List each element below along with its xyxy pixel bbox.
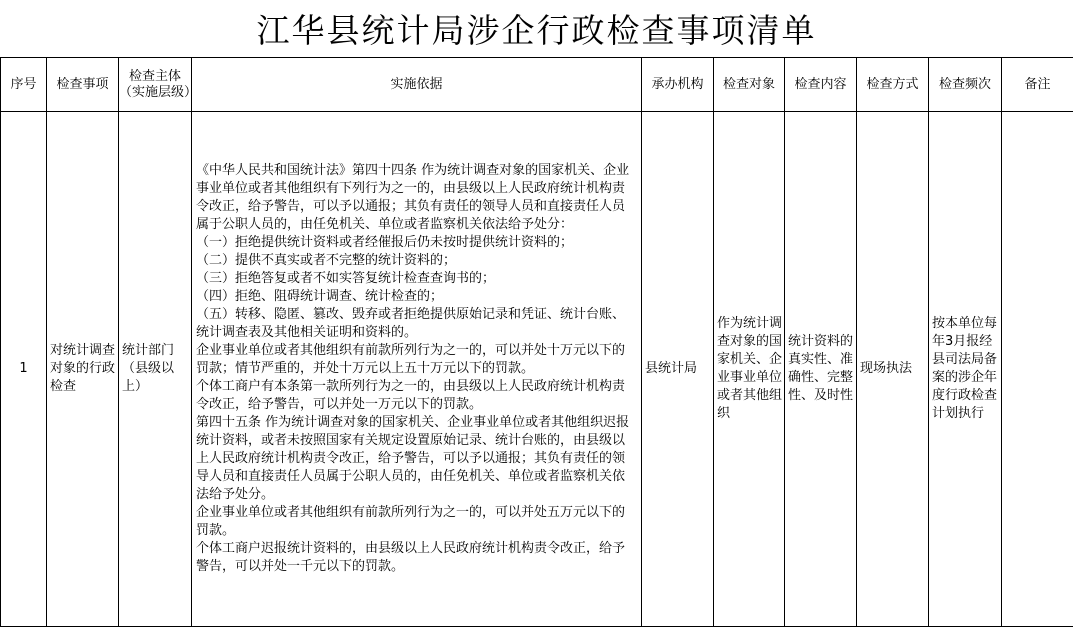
table-row — [1, 112, 1073, 627]
cell-org: 县统计局 — [642, 112, 714, 627]
basis-line: 个体工商户有本条第一款所列行为之一的，由县级以上人民政府统计机构责令改正，给予警告，可以并处一万元以下的罚款。 — [196, 379, 626, 412]
cell-subject: 统计部门（县级以上） — [119, 112, 192, 627]
header-target: 检查对象 — [714, 58, 785, 112]
cell-basis — [192, 112, 642, 627]
cell-method: 现场执法 — [857, 112, 929, 627]
header-basis: 实施依据 — [192, 58, 642, 112]
basis-line: 《中华人民共和国统计法》第四十四条 作为统计调查对象的国家机关、企业事业单位或者其他组织有下列行为之一的，由县级以上人民政府统计机构责令改正，给予警告，可以予以通报；其负有责任的领导人员和直接责任人员属于公职人员的，由任免机关、单位或者监察机关依法给予处分： — [196, 163, 630, 232]
cell-frequency: 按本单位每年3月报经县司法局备案的涉企年度行政检查计划执行 — [929, 112, 1002, 627]
header-subject: 检查主体（实施层级） — [119, 58, 192, 112]
cell-target: 作为统计调查对象的国家机关、企业事业单位或者其他组织 — [714, 112, 785, 627]
header-row — [1, 58, 1073, 112]
basis-line: （五）转移、隐匿、篡改、毁弃或者拒绝提供原始记录和凭证、统计台账、统计调查表及其他相关证明和资料的。 — [196, 307, 626, 340]
basis-line: 个体工商户迟报统计资料的，由县级以上人民政府统计机构责令改正，给予警告，可以并处一千元以下的罚款。 — [196, 541, 626, 574]
cell-content: 统计资料的真实性、准确性、完整性、及时性 — [785, 112, 857, 627]
header-org: 承办机构 — [642, 58, 714, 112]
header-content: 检查内容 — [785, 58, 857, 112]
cell-remark — [1002, 112, 1073, 627]
header-seq: 序号 — [1, 58, 47, 112]
header-item: 检查事项 — [47, 58, 119, 112]
page-title: 江华县统计局涉企行政检查事项清单 — [256, 11, 817, 50]
basis-line: （一）拒绝提供统计资料或者经催报后仍未按时提供统计资料的； — [196, 235, 574, 250]
inspection-table — [0, 57, 1073, 627]
cell-seq: 1 — [1, 112, 47, 627]
basis-line: （四）拒绝、阻碍统计调查、统计检查的； — [196, 289, 444, 304]
basis-line: （三）拒绝答复或者不如实答复统计检查查询书的； — [196, 271, 496, 286]
basis-line: 第四十五条 作为统计调查对象的国家机关、企业事业单位或者其他组织迟报统计资料，或者未按照国家有关规定设置原始记录、统计台账的，由县级以上人民政府统计机构责令改正，给予警告，可以予以通报；其负有责任的领导人员和直接责任人员属于公职人员的，由任免机关、单位或者监察机关依法给予处分。 — [196, 415, 630, 502]
cell-item: 对统计调查对象的行政检查 — [47, 112, 119, 627]
basis-line: 企业事业单位或者其他组织有前款所列行为之一的，可以并处十万元以下的罚款；情节严重的，并处十万元以上五十万元以下的罚款。 — [196, 343, 626, 376]
basis-line: （二）提供不真实或者不完整的统计资料的； — [196, 253, 457, 268]
basis-line: 企业事业单位或者其他组织有前款所列行为之一的，可以并处五万元以下的罚款。 — [196, 505, 626, 538]
header-remark: 备注 — [1002, 58, 1073, 112]
header-frequency: 检查频次 — [929, 58, 1002, 112]
header-method: 检查方式 — [857, 58, 929, 112]
